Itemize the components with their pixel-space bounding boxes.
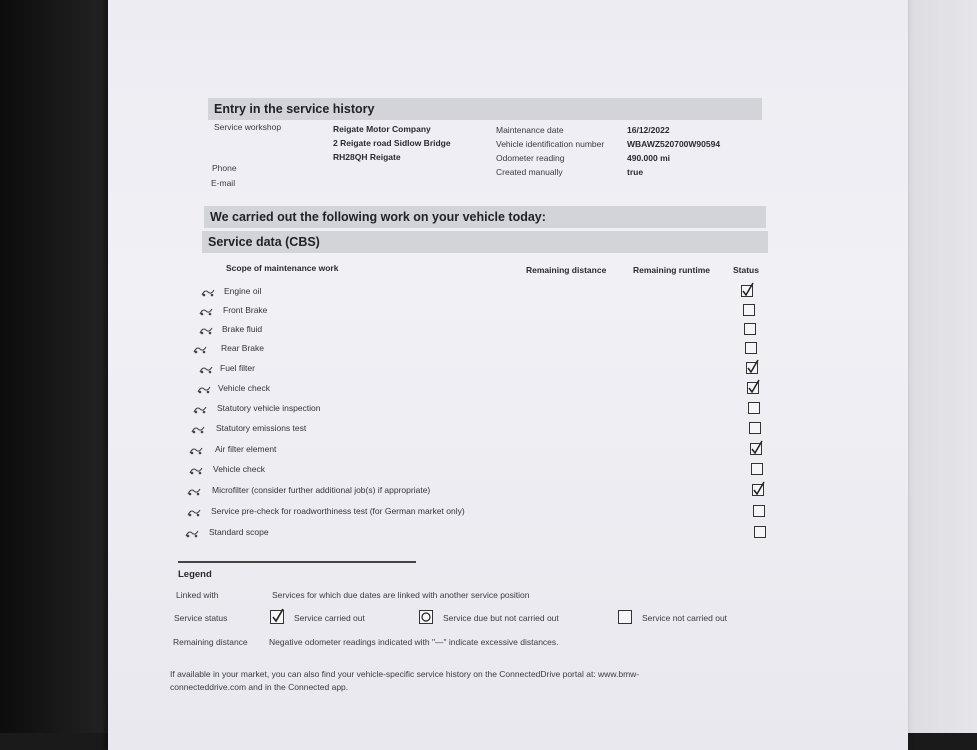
col-remaining-distance: Remaining distance <box>526 265 607 275</box>
checkmark-icon <box>271 608 285 624</box>
status-checkbox <box>753 505 765 517</box>
maintenance-item-label: Air filter element <box>215 444 277 454</box>
phone-label: Phone <box>212 163 237 173</box>
vin-label: Vehicle identification number <box>496 139 605 149</box>
status-checkbox <box>754 526 766 538</box>
engine-oil-icon <box>200 285 216 297</box>
legend-carried-out-box <box>270 610 284 624</box>
air-filter-icon <box>188 443 204 455</box>
status-checkbox <box>748 402 760 414</box>
cbs-title: Service data (CBS) <box>202 231 768 253</box>
status-checkbox <box>750 443 762 455</box>
legend-linked-label: Linked with <box>176 590 219 600</box>
legend-distance-text: Negative odometer readings indicated with "—" indicate excessive distances. <box>269 637 559 647</box>
odometer-label: Odometer reading <box>496 153 565 163</box>
emissions-test-icon <box>190 422 206 434</box>
checkmark-icon <box>752 481 766 497</box>
legend-distance-label: Remaining distance <box>173 637 248 647</box>
col-status: Status <box>733 265 759 275</box>
maintenance-item-label: Service pre-check for roadworthiness test (for German market only) <box>211 506 465 516</box>
status-checkbox <box>749 422 761 434</box>
maintenance-item-label: Engine oil <box>224 286 262 296</box>
maintenance-date-label: Maintenance date <box>496 125 564 135</box>
standard-scope-icon <box>184 526 200 538</box>
email-label: E-mail <box>211 178 236 188</box>
maintenance-item-label: Fuel filter <box>220 363 255 373</box>
maintenance-item-label: Statutory vehicle inspection <box>217 403 321 413</box>
workshop-label: Service workshop <box>214 122 282 132</box>
checkmark-icon <box>746 359 760 375</box>
status-checkbox <box>745 342 757 354</box>
rear-brake-icon <box>192 342 208 354</box>
checkmark-icon <box>750 440 764 456</box>
vehicle-check-icon <box>188 463 204 475</box>
created-manually-value: true <box>627 167 644 177</box>
status-checkbox <box>743 304 755 316</box>
vehicle-check-icon <box>196 382 212 394</box>
maintenance-item-label: Vehicle check <box>213 464 265 474</box>
microfilter-icon <box>186 484 202 496</box>
legend-not: Service not carried out <box>642 613 728 623</box>
col-scope: Scope of maintenance work <box>226 263 339 273</box>
legend-status-label: Service status <box>174 613 228 623</box>
col-remaining-runtime: Remaining runtime <box>633 265 710 275</box>
workshop-name: Reigate Motor Company <box>333 124 431 134</box>
vehicle-inspection-icon <box>192 402 208 414</box>
maintenance-item-label: Brake fluid <box>222 324 263 334</box>
legend-due: Service due but not carried out <box>443 613 559 623</box>
legend-due-box <box>419 610 433 624</box>
status-checkbox <box>752 484 764 496</box>
maintenance-item-label: Front Brake <box>223 305 268 315</box>
legend-linked-text: Services for which due dates are linked with another service position <box>272 590 530 600</box>
legend-divider <box>178 561 416 563</box>
circle-icon <box>419 610 433 624</box>
maintenance-item-label: Microfilter (consider further additional job(s) if appropriate) <box>212 485 431 495</box>
maintenance-item-label: Statutory emissions test <box>216 423 307 433</box>
status-checkbox <box>751 463 763 475</box>
status-checkbox <box>741 285 753 297</box>
work-title: We carried out the following work on your vehicle today: <box>204 206 766 228</box>
maintenance-item-label: Rear Brake <box>221 343 264 353</box>
entry-title: Entry in the service history <box>208 98 762 120</box>
legend-not-box <box>618 610 632 624</box>
workshop-address-line1: 2 Reigate road Sidlow Bridge <box>333 138 451 148</box>
maintenance-date: 16/12/2022 <box>627 125 670 135</box>
status-checkbox <box>747 382 759 394</box>
roadworthiness-precheck-icon <box>186 505 202 517</box>
footer-line1: If available in your market, you can also find your vehicle-specific service history on the ConnectedDrive portal at: www.bmw- <box>170 669 640 679</box>
odometer-value: 490.000 mi <box>627 153 671 163</box>
created-manually-label: Created manually <box>496 167 563 177</box>
front-brake-icon <box>198 304 214 316</box>
brake-fluid-icon <box>198 323 214 335</box>
checkmark-icon <box>741 282 755 298</box>
workshop-address-line2: RH28QH Reigate <box>333 152 401 162</box>
status-checkbox <box>746 362 758 374</box>
maintenance-item-label: Vehicle check <box>218 383 270 393</box>
footer-line2: connecteddrive.com and in the Connected app. <box>170 682 349 692</box>
vin-value: WBAWZ520700W90594 <box>627 139 721 149</box>
footer-note <box>170 668 730 694</box>
maintenance-item-label: Standard scope <box>209 527 269 537</box>
fuel-filter-icon <box>198 362 214 374</box>
status-checkbox <box>744 323 756 335</box>
legend-carried-out: Service carried out <box>294 613 365 623</box>
checkmark-icon <box>747 379 761 395</box>
legend-title: Legend <box>178 569 212 580</box>
